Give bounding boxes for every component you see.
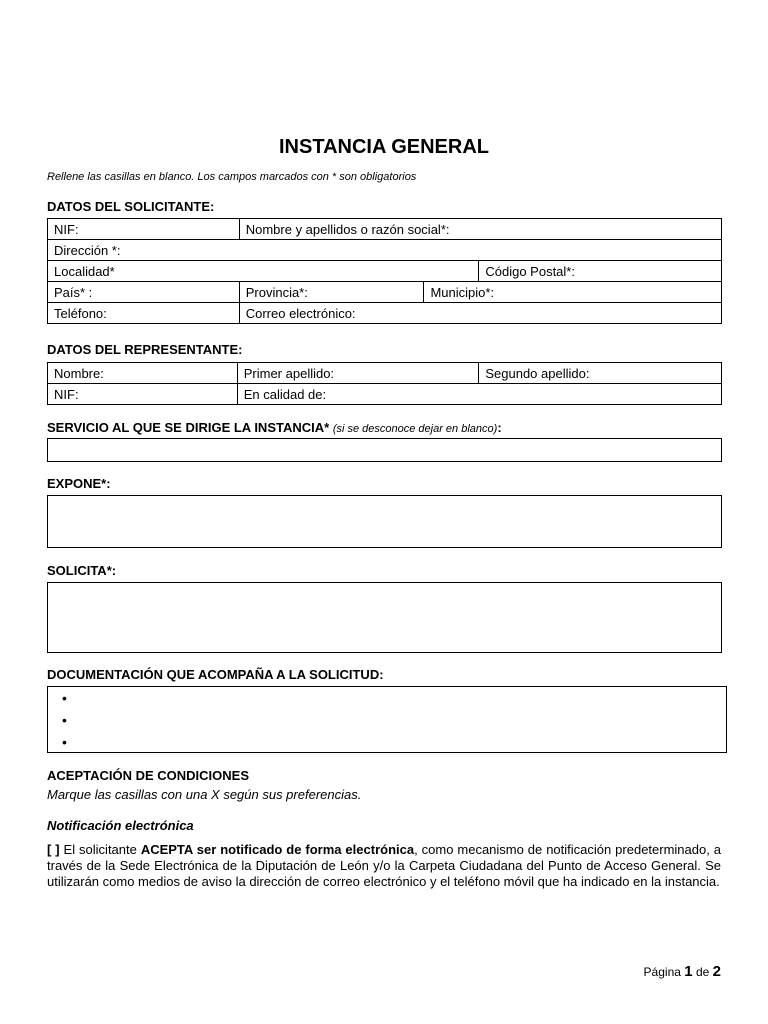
representante-table (47, 362, 722, 405)
solicita-textarea[interactable] (47, 582, 722, 653)
of-label: de (695, 965, 710, 979)
servicio-note-open: ( (332, 423, 337, 435)
form-instructions: Rellene las casillas en blanco. Los campos marcados con * son obligatorios (47, 171, 417, 183)
aceptacion-instructions: Marque las casillas con una X según sus preferencias. (47, 787, 362, 802)
pais-field[interactable]: País* : (48, 282, 240, 303)
list-item[interactable] (62, 731, 726, 753)
representante-heading: DATOS DEL REPRESENTANTE: (47, 342, 243, 357)
rep-en-calidad-field[interactable]: En calidad de: (237, 384, 721, 405)
solicitante-heading: DATOS DEL SOLICITANTE: (47, 199, 215, 214)
total-pages: 2 (712, 963, 721, 980)
expone-textarea[interactable] (47, 495, 722, 548)
servicio-input[interactable] (47, 438, 722, 462)
servicio-heading-text: SERVICIO AL QUE SE DIRIGE LA INSTANCIA* (47, 420, 330, 435)
telefono-field[interactable]: Teléfono: (48, 303, 240, 324)
rep-primer-apellido-field[interactable]: Primer apellido: (237, 363, 479, 384)
provincia-field[interactable]: Provincia*: (239, 282, 424, 303)
nif-field[interactable]: NIF: (48, 219, 240, 240)
nombre-field[interactable]: Nombre y apellidos o razón social*: (239, 219, 721, 240)
paragraph-before: El solicitante (59, 842, 141, 857)
aceptacion-heading: ACEPTACIÓN DE CONDICIONES (47, 768, 249, 783)
correo-field[interactable]: Correo electrónico: (239, 303, 721, 324)
list-item[interactable] (62, 709, 726, 731)
direccion-field[interactable]: Dirección *: (48, 240, 722, 261)
localidad-field[interactable]: Localidad* (48, 261, 479, 282)
notificacion-heading: Notificación electrónica (47, 818, 194, 833)
servicio-colon: : (497, 420, 502, 435)
page-number (644, 963, 721, 980)
page-label: Página (643, 965, 681, 979)
paragraph-bold: ACEPTA ser notificado de forma electrónica (140, 842, 415, 857)
rep-segundo-apellido-field[interactable]: Segundo apellido: (479, 363, 722, 384)
codigo-postal-field[interactable]: Código Postal*: (479, 261, 722, 282)
documentacion-heading: DOCUMENTACIÓN QUE ACOMPAÑA A LA SOLICITUD: (47, 667, 384, 682)
solicita-heading: SOLICITA*: (47, 563, 117, 578)
paragraph-after: , como mecanismo de notificación predeterminado, a través de la Sede Electrónica de la Diputación de León y/o la Carpeta Ciudadana del Punto de Acceso General. Se utilizarán como medios de aviso la dirección de correo electrónico y el teléfono móvil que ha indicado en la instancia. (47, 842, 722, 889)
servicio-note (333, 423, 498, 435)
documentacion-list-box[interactable] (47, 686, 727, 753)
current-page: 1 (684, 963, 693, 980)
page-title: INSTANCIA GENERAL (279, 136, 489, 158)
acepta-checkbox[interactable]: [ ] (47, 842, 60, 857)
notificacion-paragraph (47, 842, 721, 890)
expone-heading: EXPONE*: (47, 476, 111, 491)
servicio-note-close: ) (493, 423, 498, 435)
municipio-field[interactable]: Municipio*: (424, 282, 722, 303)
list-item[interactable] (62, 687, 726, 709)
servicio-heading (47, 420, 502, 435)
rep-nombre-field[interactable]: Nombre: (48, 363, 238, 384)
rep-nif-field[interactable]: NIF: (48, 384, 238, 405)
servicio-note-text: si se desconoce dejar en blanco (336, 423, 494, 435)
solicitante-table (47, 218, 722, 324)
